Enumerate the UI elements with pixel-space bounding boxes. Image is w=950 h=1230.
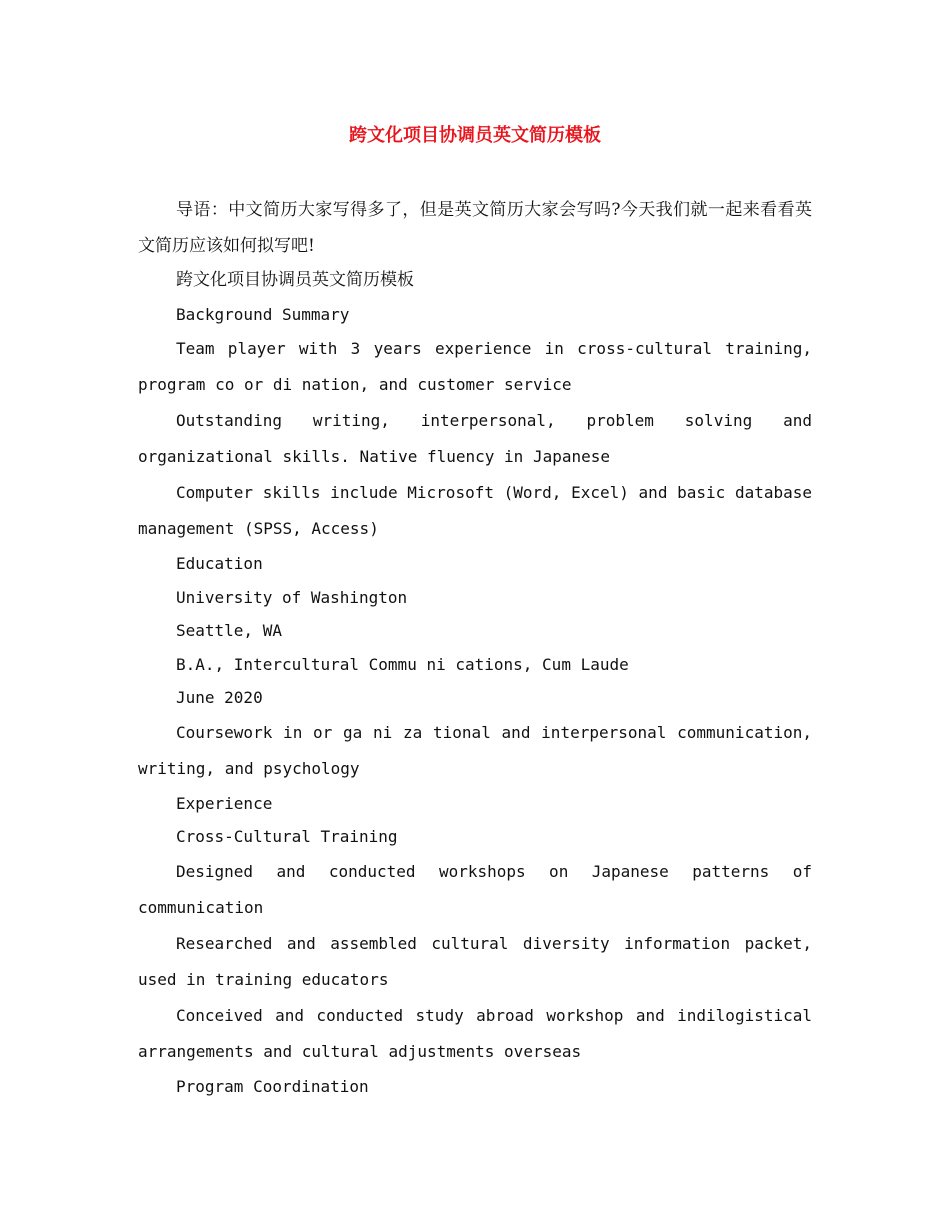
section-heading-background: Background Summary xyxy=(176,304,350,324)
education-coursework: Coursework in or ga ni za tional and interpersonal communication, writing, and psychology xyxy=(138,722,812,778)
experience-item: Researched and assembled cultural diversity information packet, used in training educators xyxy=(138,933,812,989)
education-school: University of Washington xyxy=(176,587,408,607)
experience-item: Conceived and conducted study abroad workshop and indilogistical arrangements and cultural adjustments overseas xyxy=(138,1005,812,1061)
section-heading-education: Education xyxy=(176,554,263,573)
intro-paragraph: 导语：中文简历大家写得多了，但是英文简历大家会写吗?今天我们就一起来看看英文简历应该如何拟写吧! xyxy=(138,200,812,256)
summary-item: Computer skills include Microsoft (Word, Excel) and basic database management (SPSS, Access) xyxy=(138,483,812,538)
resume-heading: 跨文化项目协调员英文简历模板 xyxy=(176,270,414,290)
education-date: June 2020 xyxy=(176,688,263,707)
education-location: Seattle, WA xyxy=(176,621,282,640)
education-degree: B.A., Intercultural Commu ni cations, Cum Laude xyxy=(176,654,629,674)
subsection-heading-coordination: Program Coordination xyxy=(176,1076,369,1096)
section-heading-experience: Experience xyxy=(176,793,273,813)
document-title: 跨文化项目协调员英文简历模板 xyxy=(349,125,601,146)
experience-item: Designed and conducted workshops on Japanese patterns of communication xyxy=(138,861,812,917)
document-body xyxy=(138,192,812,1103)
summary-item: Team player with 3 years experience in cross-cultural training, program co or di nation, and customer service xyxy=(138,339,812,394)
subsection-heading-training: Cross-Cultural Training xyxy=(176,827,398,846)
summary-item: Outstanding writing, interpersonal, problem solving and organizational skills. Native fluency in Japanese xyxy=(138,411,812,466)
